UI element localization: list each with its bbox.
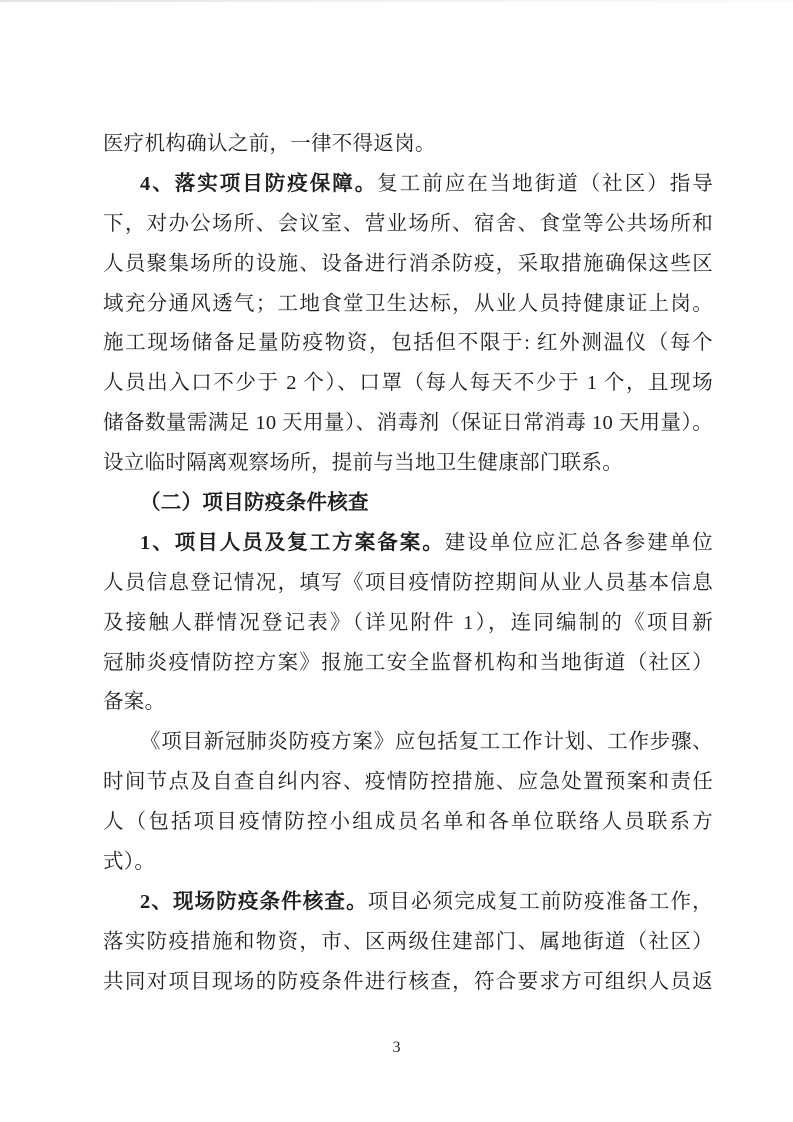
document-body: [103, 125, 713, 1003]
text-line: [103, 404, 713, 444]
text-line: [103, 364, 713, 404]
text-segment: 时间节点及自查自纠内容、疫情防控措施、应急处置预案和责任: [103, 771, 713, 794]
text-segment: 人员信息登记情况，填写《项目疫情防控期间从业人员基本信息: [103, 571, 713, 594]
text-segment: 共同对项目现场的防疫条件进行核查，符合要求方可组织人员返: [103, 970, 713, 993]
text-segment: 建设单位应汇总各参建单位: [444, 531, 713, 554]
text-line: [103, 923, 713, 963]
text-segment: 《项目新冠肺炎防疫方案》应包括复工工作计划、工作步骤、: [140, 731, 713, 754]
scan-artifact-top-edge: [0, 0, 793, 2]
text-line: [103, 683, 713, 723]
text-line: [103, 723, 713, 763]
text-line: [103, 205, 713, 245]
text-segment: 复工前应在当地街道（社区）指导: [377, 172, 713, 195]
text-segment: 人员出入口不少于 2 个）、口罩（每人每天不少于 1 个，且现场: [103, 372, 713, 395]
text-line: [103, 604, 713, 644]
text-line: [103, 644, 713, 684]
text-line: [103, 843, 713, 883]
page-number: 3: [392, 1039, 401, 1056]
text-segment: 备案。: [103, 691, 166, 714]
text-line: [103, 125, 713, 165]
text-line: [103, 165, 713, 205]
text-line: [103, 484, 713, 524]
text-segment: 及接触人群情况登记表》（详见附件 1），连同编制的《项目新: [103, 611, 713, 634]
text-segment: 冠肺炎疫情防控方案》报施工安全监督机构和当地街道（社区）: [103, 651, 713, 674]
text-segment: 式）。: [103, 851, 156, 874]
text-segment: 设立临时隔离观察场所，提前与当地卫生健康部门联系。: [103, 452, 623, 475]
text-line: [103, 324, 713, 364]
text-line: [103, 564, 713, 604]
text-line: [103, 803, 713, 843]
text-line: [103, 963, 713, 1003]
text-line: [103, 883, 713, 923]
text-segment: 域充分通风透气；工地食堂卫生达标，从业人员持健康证上岗。: [103, 292, 713, 315]
text-line: [103, 285, 713, 325]
text-segment: 1、项目人员及复工方案备案。: [140, 531, 445, 554]
text-segment: 落实防疫措施和物资，市、区两级住建部门、属地街道（社区）: [103, 930, 713, 953]
text-segment: 医疗机构确认之前，一律不得返岗。: [103, 133, 436, 155]
text-segment: 项目必须完成复工前防疫准备工作，: [367, 890, 713, 913]
text-segment: 储备数量需满足 10 天用量）、消毒剂（保证日常消毒 10 天用量）。: [103, 412, 713, 435]
text-line: [103, 763, 713, 803]
text-segment: 2、现场防疫条件核查。: [140, 890, 368, 913]
text-segment: （二）项目防疫条件核查: [140, 492, 369, 515]
text-segment: 人（包括项目疫情防控小组成员名单和各单位联络人员联系方: [103, 811, 713, 834]
text-segment: 下，对办公场所、会议室、营业场所、宿舍、食堂等公共场所和: [103, 212, 713, 235]
text-line: [103, 245, 713, 285]
text-line: [103, 524, 713, 564]
text-segment: 4、落实项目防疫保障。: [140, 172, 378, 195]
text-segment: 施工现场储备足量防疫物资，包括但不限于: 红外测温仪（每个: [103, 332, 713, 355]
text-line: [103, 444, 713, 484]
text-segment: 人员聚集场所的设施、设备进行消杀防疫，采取措施确保这些区: [103, 252, 713, 275]
